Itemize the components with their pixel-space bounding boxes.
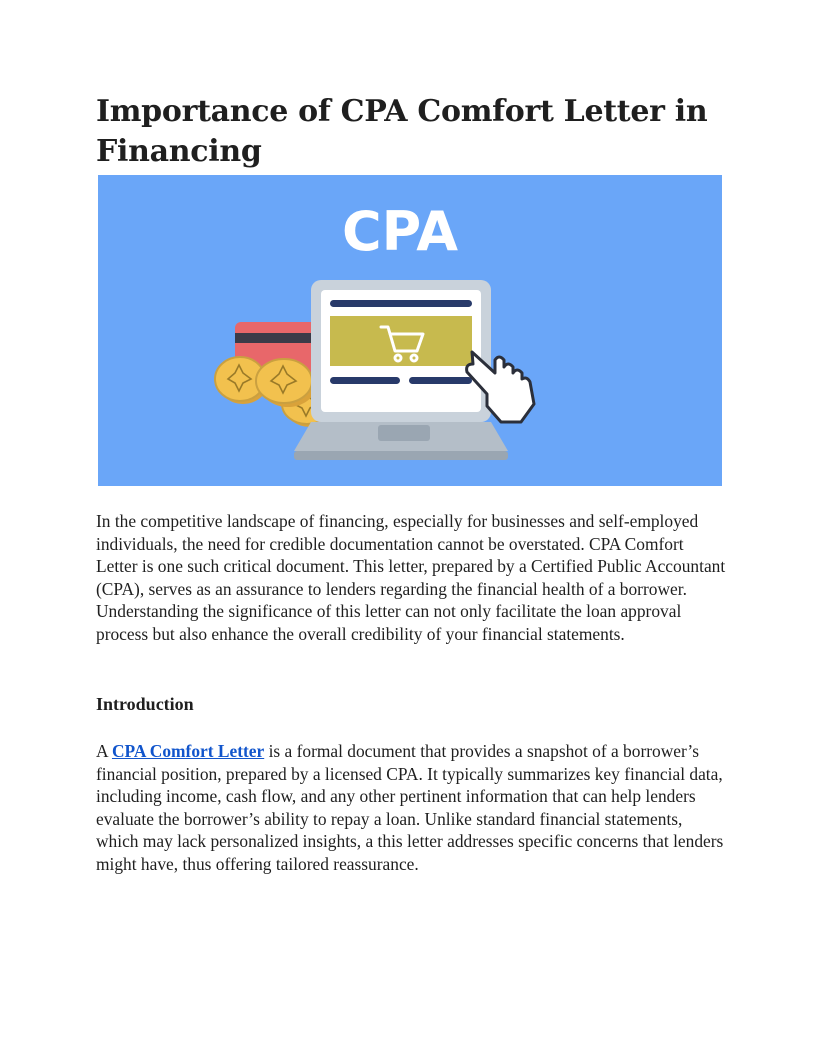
page-title: Importance of CPA Comfort Letter in Financing [96,94,708,169]
section-heading-introduction: Introduction [96,694,194,714]
paragraph-prefix: A [96,741,112,761]
cpa-hero-illustration [98,175,722,486]
paragraph-body: is a formal document that provides a snapshot of a borrower’s financial position, prepared by a licensed CPA. It typically summarizes key financial data, including income, cash flow, and any other pertinent information that can help lenders evaluate the borrower’s ability to repay a loan. Unlike standard financial statements, which may lack personalized insights, a this letter addresses specific concerns that lenders might have, thus offering tailored reassurance. [96,741,724,874]
introduction-paragraph [96,740,726,876]
intro-paragraph: In the competitive landscape of financing, especially for businesses and self-employed individuals, the need for credible documentation cannot be overstated. CPA Comfort Letter is one such critical document. This letter, prepared by a Certified Public Accountant (CPA), serves as an assurance to lenders regarding the financial health of a borrower. Understanding the significance of this letter can not only facilitate the loan approval process but also enhance the overall credibility of your financial statements. [96,511,726,644]
hero-cpa-text: CPA [341,200,459,263]
cpa-comfort-letter-link[interactable]: CPA Comfort Letter [111,741,265,761]
